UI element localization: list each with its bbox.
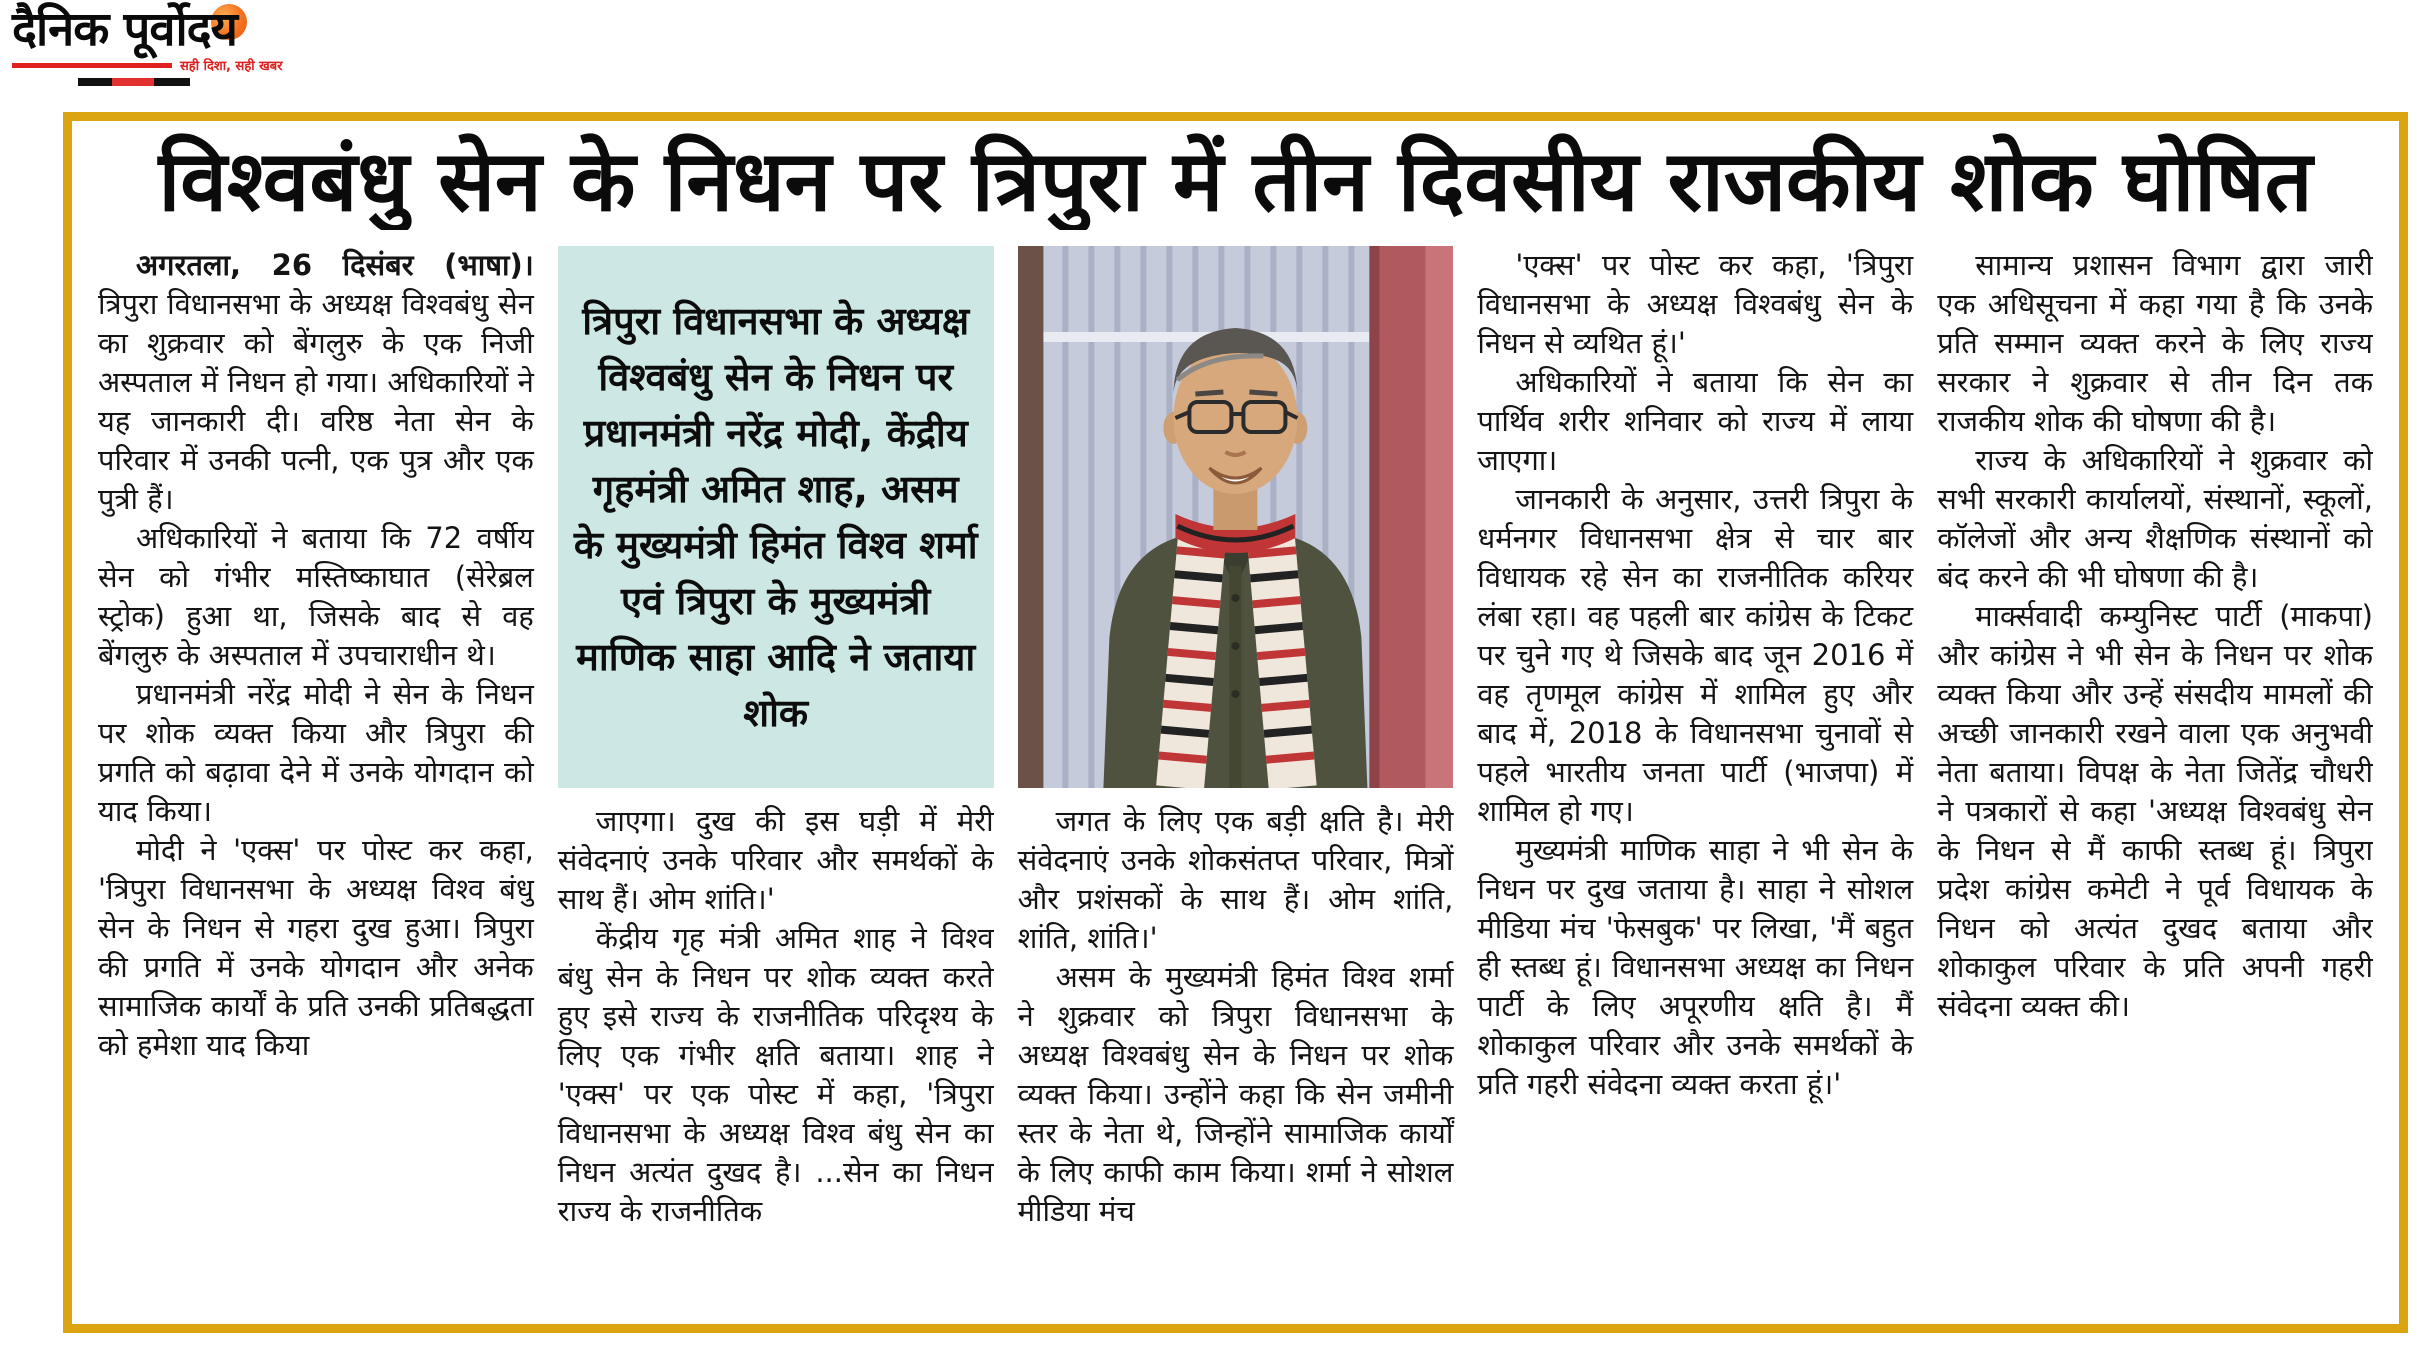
button [1231,690,1239,698]
masthead-black-bar [78,78,190,86]
eyebrow-right [1249,392,1277,394]
eyebrow-left [1195,392,1223,394]
masthead [12,2,312,86]
column-2 [558,246,994,1288]
masthead-red-segment [112,78,154,86]
body-paragraph: जानकारी के अनुसार, उत्तरी त्रिपुरा के धर्मनगर विधानसभा क्षेत्र से चार बार विधायक रहे सेन का राजनीतिक करियर लंबा रहा। वह पहली बार कांग्रेस के टिकट पर चुने गए थे जिसके बाद जून 2016 में वह तृणमूल कांग्रेस में शामिल हुए और बाद में, 2018 के विधानसभा चुनावों से पहले भारतीय जनता पार्टी (भाजपा) में शामिल हो गए। [1477,481,1914,828]
body-paragraph: जाएगा। दुख की इस घड़ी में मेरी संवेदनाएं उनके परिवार और समर्थकों के साथ हैं। ओम शांति।' [557,803,994,916]
pillar-highlight [1425,246,1453,788]
article-headline: विश्वबंधु सेन के निधन पर त्रिपुरा में तीन दिवसीय राजकीय शोक घोषित [158,133,2313,230]
body-paragraph: असम के मुख्यमंत्री हिमंत विश्व शर्मा ने शुक्रवार को त्रिपुरा विधानसभा के अध्यक्ष विश्वबंधु सेन के निधन पर शोक व्यक्त किया। उन्होंने कहा कि सेन जमीनी स्तर के नेता थे, जिन्होंने सामाजिक कार्यों के लिए काफी काम किया। शर्मा ने सोशल मीडिया मंच [1017,959,1454,1228]
button [1231,642,1239,650]
body-paragraph: अधिकारियों ने बताया कि 72 वर्षीय सेन को गंभीर मस्तिष्काघात (सेरेब्रल स्ट्रोक) हुआ था, जिसके बाद से वह बेंगलुरु के अस्पताल में उपचाराधीन थे। [98,520,534,672]
body-paragraph: जगत के लिए एक बड़ी क्षति है। मेरी संवेदनाएं उनके शोकसंतप्त परिवार, मित्रों और प्रशंसकों के साथ हैं। ओम शांति, शांति, शांति।' [1017,803,1454,955]
lead-text: त्रिपुरा विधानसभा के अध्यक्ष विश्वबंधु सेन का शुक्रवार को बेंगलुरु के एक निजी अस्पताल में निधन हो गया। अधिकारियों ने यह जानकारी दी। वरिष्ठ नेता सेन के परिवार में उनकी पत्नी, एक पुत्र और एक पुत्री हैं। [98,286,534,516]
body-paragraph: मार्क्सवादी कम्युनिस्ट पार्टी (माकपा) और कांग्रेस ने भी सेन के निधन पर शोक व्यक्त किया और उन्हें संसदीय मामलों की अच्छी जानकारी रखने वाला एक अनुभवी नेता बताया। विपक्ष के नेता जितेंद्र चौधरी ने पत्रकारों से कहा 'अध्यक्ष विश्वबंधु सेन के निधन से मैं काफी स्तब्ध हूं। त्रिपुरा प्रदेश कांग्रेस कमेटी ने पूर्व विधायक के निधन को अत्यंत दुखद बताया और शोकाकुल परिवार के प्रति अपनी गहरी संवेदना व्यक्त की। [1937,598,2373,1023]
body-paragraph: केंद्रीय गृह मंत्री अमित शाह ने विश्व बंधु सेन के निधन पर शोक व्यक्त करते हुए इसे राज्य के राजनीतिक परिदृश्य के लिए एक गंभीर क्षति बताया। शाह ने 'एक्स' पर एक पोस्ट में कहा, 'त्रिपुरा विधानसभा के अध्यक्ष विश्व बंधु सेन का निधन अत्यंत दुखद है। ...सेन का निधन राज्य के राजनीतिक [557,920,994,1228]
article-columns [98,246,2373,1288]
body-paragraph: मोदी ने 'एक्स' पर पोस्ट कर कहा, 'त्रिपुरा विधानसभा के अध्यक्ष विश्व बंधु सेन के निधन से गहरा दुख हुआ। त्रिपुरा की प्रगति में उनके योगदान और अनेक सामाजिक कार्यों के प्रति उनकी प्रतिबद्धता को हमेशा याद किया [98,832,534,1062]
button [1231,594,1239,602]
newspaper-title: दैनिक पूर्वोदय [12,2,237,57]
shutter-frame-rail [1018,332,1369,342]
column-1 [98,246,534,1288]
body-paragraph: प्रधानमंत्री नरेंद्र मोदी ने सेन के निधन पर शोक व्यक्त किया और त्रिपुरा की प्रगति को बढ़ावा देने में उनके योगदान को याद किया। [98,676,534,828]
dateline: अगरतला, 26 दिसंबर (भाषा)। [136,247,534,282]
body-paragraph: सामान्य प्रशासन विभाग द्वारा जारी एक अधिसूचना में कहा गया है कि उनके प्रति सम्मान व्यक्त करने के लिए राज्य सरकार ने शुक्रवार से तीन दिन तक राजकीय शोक की घोषणा की है। [1937,247,2373,438]
body-paragraph: राज्य के अधिकारियों ने शुक्रवार को सभी सरकारी कार्यालयों, संस्थानों, स्कूलों, कॉलेजों और अन्य शैक्षणिक संस्थानों को बंद करने की भी घोषणा की है। [1937,442,2373,594]
body-paragraph: 'एक्स' पर पोस्ट कर कहा, 'त्रिपुरा विधानसभा के अध्यक्ष विश्वबंधु सेन के निधन से व्यथित हूं।' [1477,247,1914,360]
column-3 [1018,246,1454,1288]
masthead-tagline: सही दिशा, सही खबर [180,59,283,74]
column-4 [1477,246,1913,1288]
article-clip-border [63,112,2408,1333]
door-frame-left [1018,246,1043,788]
column-5 [1937,246,2373,1288]
face [1173,342,1297,494]
pillar-edge [1369,246,1379,788]
body-paragraph: मुख्यमंत्री माणिक साहा ने भी सेन के निधन पर दुख जताया है। साहा ने सोशल मीडिया मंच 'फेसबुक' पर लिखा, 'मैं बहुत ही स्तब्ध हूं। विधानसभा अध्यक्ष का निधन पार्टी के लिए अपूरणीय क्षति है। मैं शोकाकुल परिवार और उनके समर्थकों के प्रति गहरी संवेदना व्यक्त करता हूं।' [1477,832,1914,1101]
highlight-summary-text: त्रिपुरा विधानसभा के अध्यक्ष विश्वबंधु सेन के निधन पर प्रधानमंत्री नरेंद्र मोदी, केंद्रीय गृहमंत्री अमित शाह, असम के मुख्यमंत्री हिमंत विश्व शर्मा एवं त्रिपुरा के मुख्यमंत्री माणिक साहा आदि ने जताया शोक [573,298,978,735]
vishwabandhu-sen-portrait [1018,246,1454,788]
newspaper-logo [12,2,237,57]
highlight-summary-box [558,246,994,788]
article-photo [1018,246,1454,788]
masthead-red-rule [12,63,172,68]
lead-paragraph [98,246,534,519]
body-paragraph: अधिकारियों ने बताया कि सेन का पार्थिव शरीर शनिवार को राज्य में लाया जाएगा। [1477,364,1914,477]
